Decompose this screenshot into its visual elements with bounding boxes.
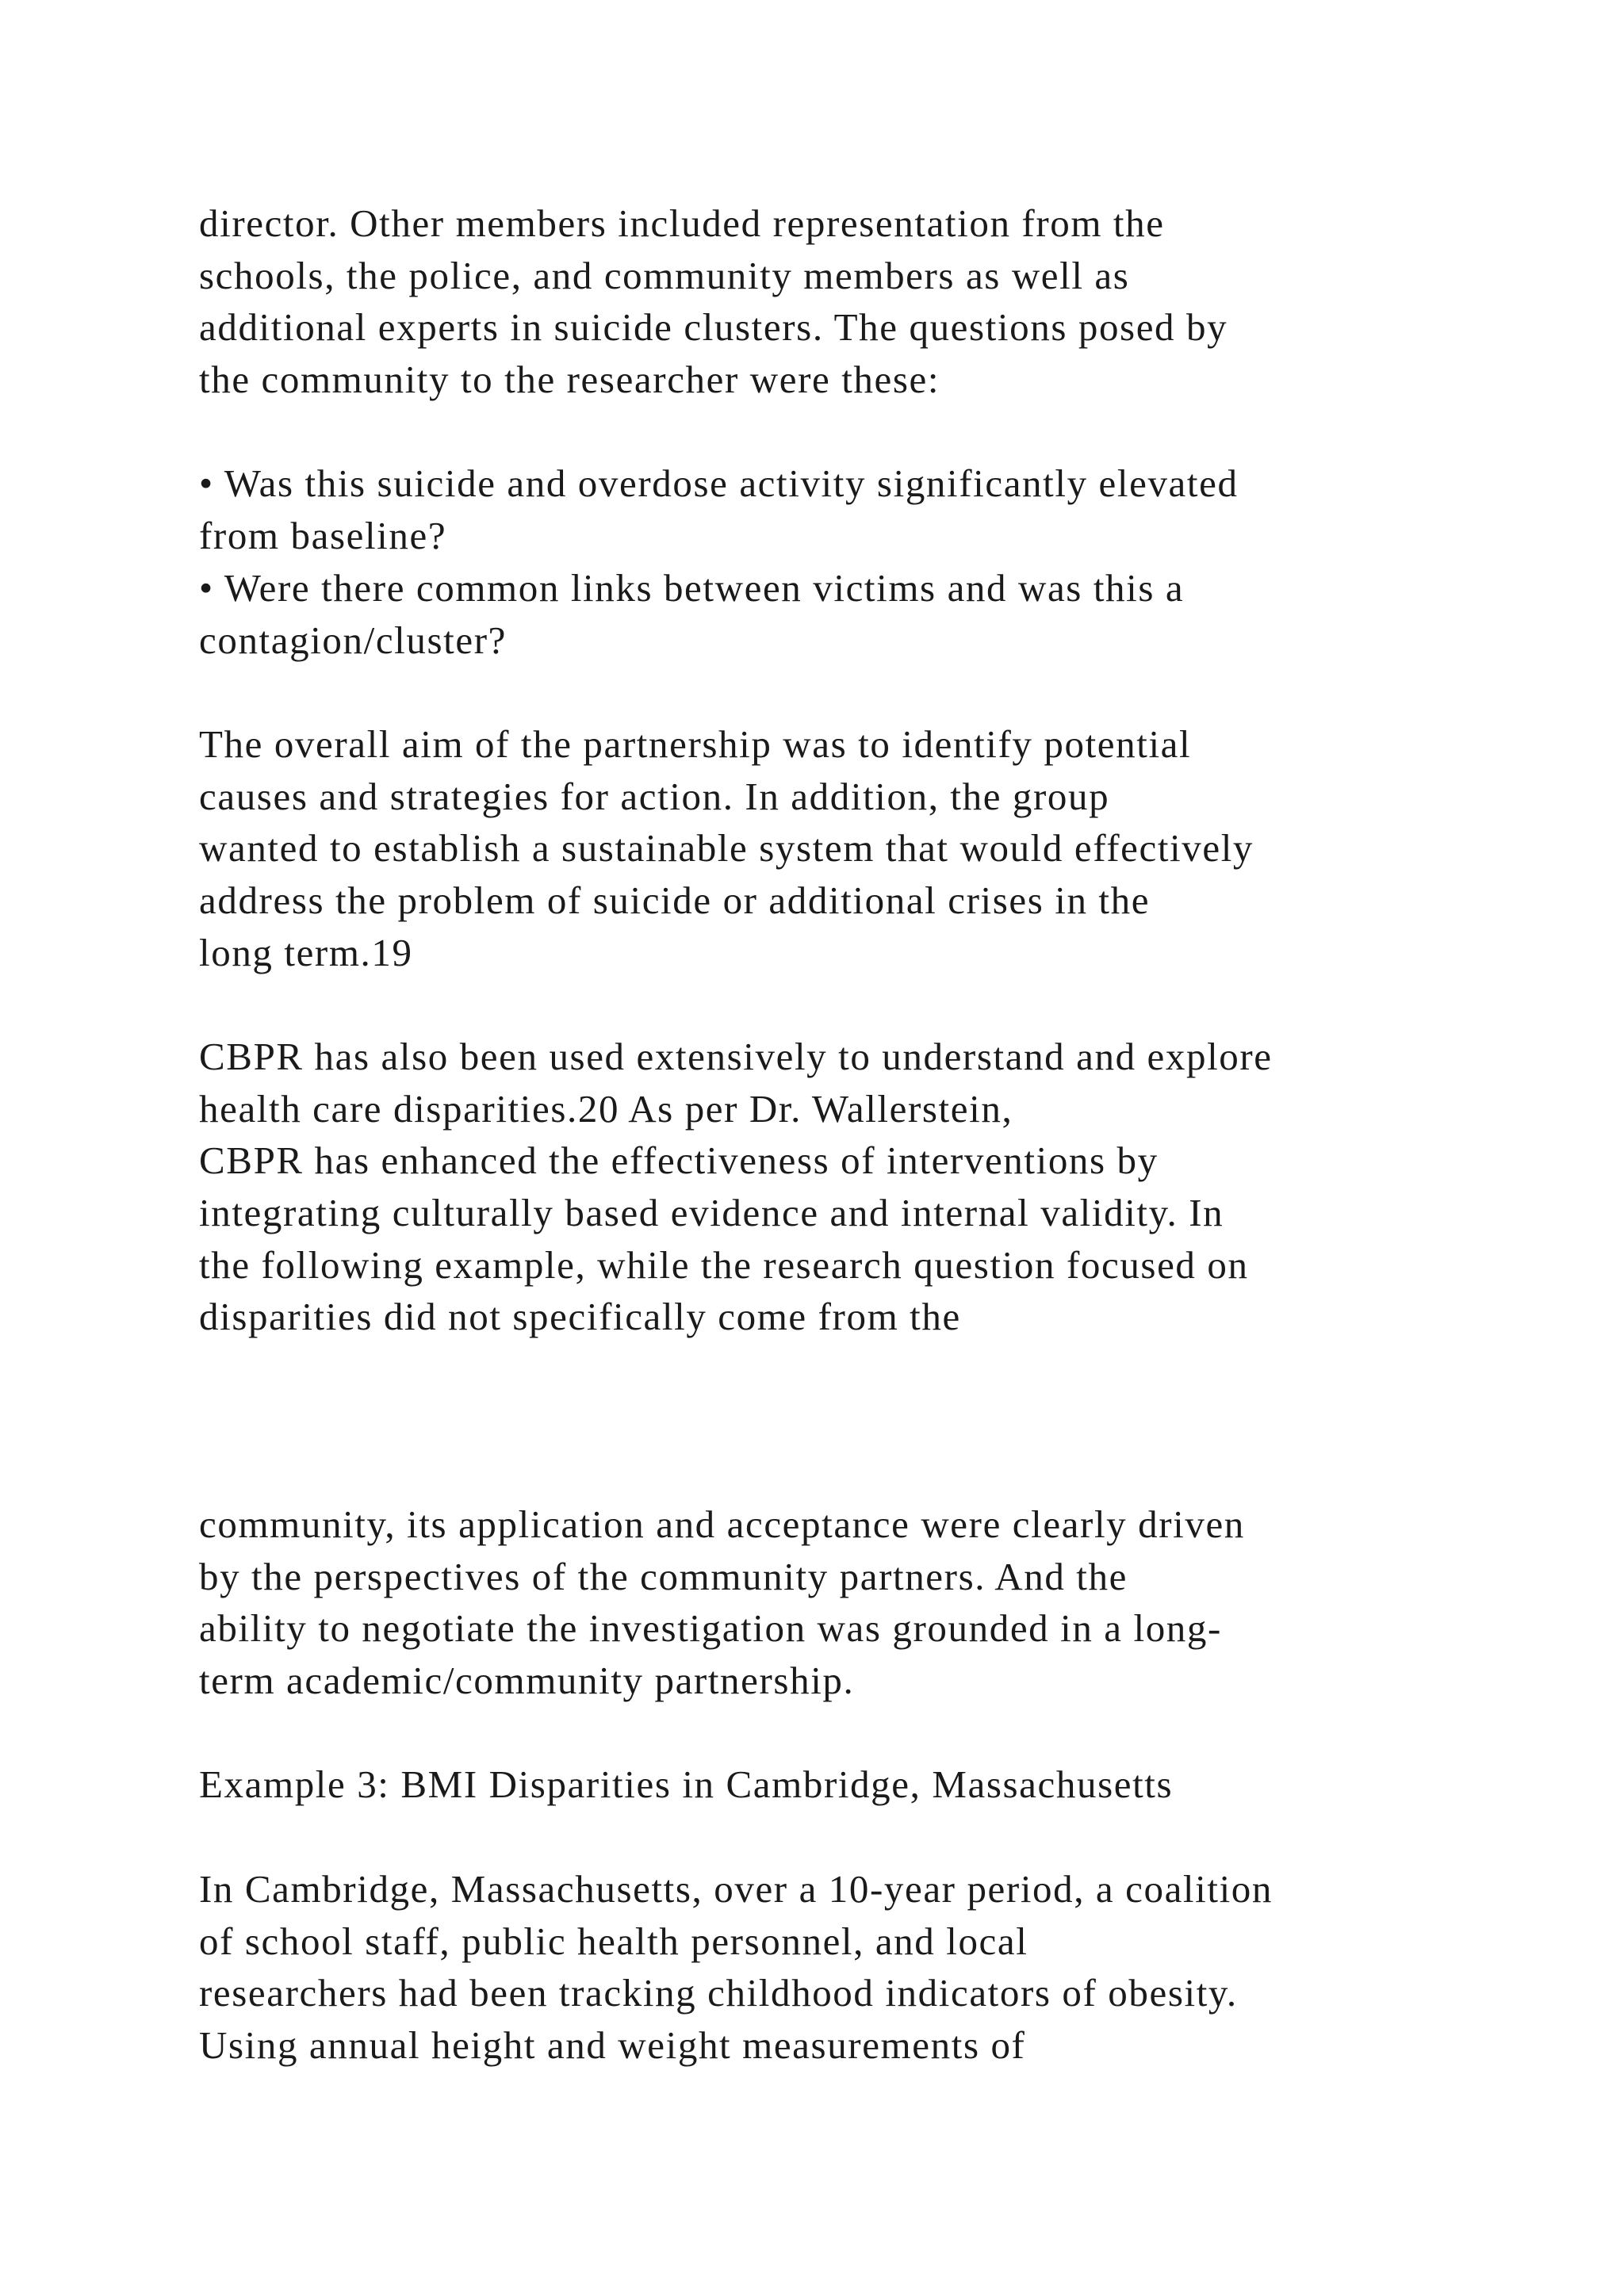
section-heading: Example 3: BMI Disparities in Cambridge, Massachusetts [199, 1762, 1174, 1807]
paragraph-gap [199, 666, 1547, 718]
text-line: The overall aim of the partnership was to identify potential [199, 721, 1192, 766]
text-line: schools, the police, and community members as well as [199, 253, 1130, 297]
paragraph-community-partnership [199, 1498, 1547, 1707]
paragraph-gap [199, 1707, 1547, 1759]
bullet-line: • Were there common links between victims and was this a [199, 565, 1185, 610]
text-line: address the problem of suicide or additional crises in the [199, 878, 1151, 922]
text-line: director. Other members included representation from the [199, 201, 1165, 245]
bullet-line: from baseline? [199, 514, 447, 558]
paragraph-gap [199, 978, 1547, 1031]
text-line: ability to negotiate the investigation was grounded in a long- [199, 1606, 1222, 1651]
text-line: health care disparities.20 As per Dr. Wallerstein, [199, 1086, 1013, 1131]
bullet-line: contagion/cluster? [199, 618, 507, 662]
text-line: by the perspectives of the community partners. And the [199, 1554, 1128, 1598]
text-line: the following example, while the research question focused on [199, 1242, 1249, 1287]
text-line: In Cambridge, Massachusetts, over a 10-year period, a coalition [199, 1866, 1273, 1911]
text-line: wanted to establish a sustainable system that would effectively [199, 826, 1254, 871]
paragraph-committee-intro [199, 197, 1547, 406]
text-line: integrating culturally based evidence and internal validity. In [199, 1191, 1224, 1235]
text-line: term academic/community partnership. [199, 1659, 855, 1703]
text-line: Using annual height and weight measurements of [199, 2022, 1026, 2067]
paragraph-partnership-aim [199, 718, 1547, 978]
page-text-top [199, 197, 1547, 1343]
text-line: causes and strategies for action. In addition, the group [199, 774, 1110, 818]
text-line: community, its application and acceptance were clearly driven [199, 1502, 1245, 1546]
bullet-list-questions [199, 457, 1547, 666]
paragraph-cambridge [199, 1863, 1547, 2072]
text-line: long term.19 [199, 930, 413, 974]
text-line: additional experts in suicide clusters. The questions posed by [199, 305, 1228, 350]
page-text-bottom [199, 1498, 1547, 2072]
paragraph-cbpr-disparities [199, 1031, 1547, 1343]
text-line: disparities did not specifically come from the [199, 1295, 961, 1339]
text-line: of school staff, public health personnel, and local [199, 1919, 1028, 1963]
paragraph-gap [199, 1811, 1547, 1863]
bullet-line: • Was this suicide and overdose activity significantly elevated [199, 461, 1239, 506]
text-line: CBPR has enhanced the effectiveness of interventions by [199, 1138, 1159, 1183]
text-line: CBPR has also been used extensively to understand and explore [199, 1035, 1273, 1078]
paragraph-gap [199, 406, 1547, 458]
text-line: the community to the researcher were these: [199, 358, 940, 402]
text-line: researchers had been tracking childhood indicators of obesity. [199, 1971, 1238, 2015]
